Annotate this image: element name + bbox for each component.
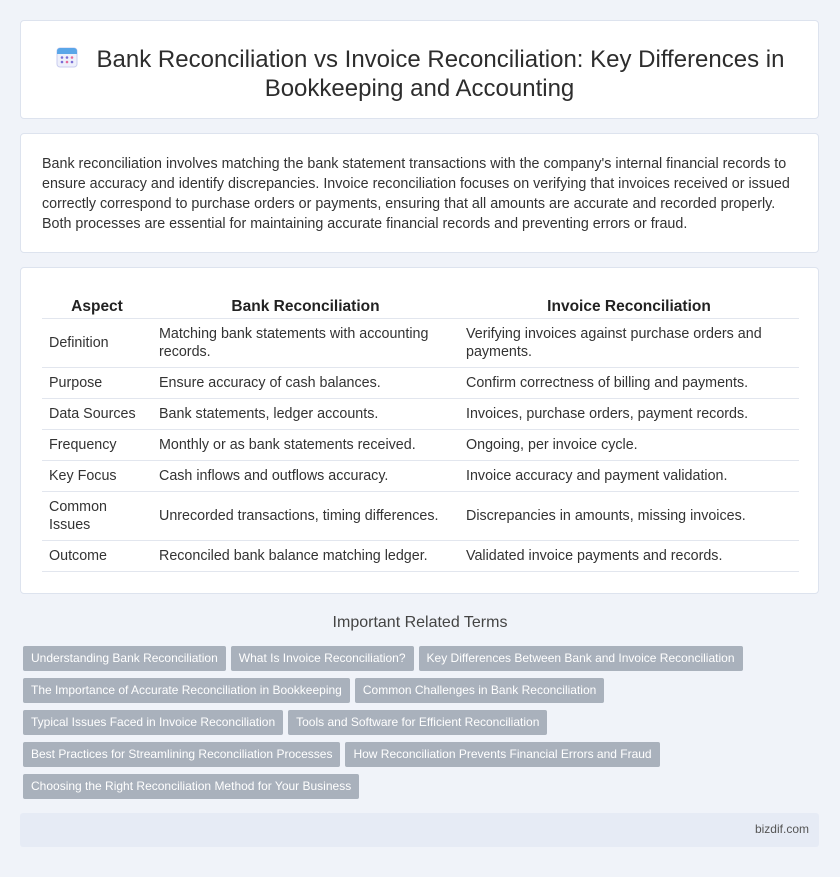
table-row bbox=[42, 319, 799, 368]
row-bank: Cash inflows and outflows accuracy. bbox=[152, 461, 459, 492]
row-bank: Matching bank statements with accounting records. bbox=[152, 319, 459, 368]
row-invoice: Confirm correctness of billing and payments. bbox=[459, 368, 799, 399]
intro-paragraph: Bank reconciliation involves matching the bank statement transactions with the company's internal financial records to ensure accuracy and identify discrepancies. Invoice reconciliation focuses on verifying that invoices received or issued correctly correspond to purchase orders or payments, ensuring that all amounts are accurate and recorded properly. Both processes are essential for maintaining accurate financial records and preventing errors or fraud. bbox=[42, 156, 790, 232]
header-invoice-reconciliation: Invoice Reconciliation bbox=[459, 295, 799, 319]
comparison-table bbox=[42, 295, 799, 572]
table-row bbox=[42, 368, 799, 399]
table-row bbox=[42, 492, 799, 541]
related-tag[interactable]: Best Practices for Streamlining Reconciliation Processes bbox=[23, 742, 340, 767]
table-row bbox=[42, 399, 799, 430]
related-tag[interactable]: Understanding Bank Reconciliation bbox=[23, 646, 226, 671]
table-header-row bbox=[42, 295, 799, 319]
calendar-grid-icon bbox=[55, 45, 79, 69]
related-tag[interactable]: Key Differences Between Bank and Invoice Reconciliation bbox=[419, 646, 743, 671]
row-bank: Monthly or as bank statements received. bbox=[152, 430, 459, 461]
related-tag[interactable]: Typical Issues Faced in Invoice Reconciliation bbox=[23, 710, 283, 735]
related-tag[interactable]: Tools and Software for Efficient Reconciliation bbox=[288, 710, 547, 735]
related-tag[interactable]: How Reconciliation Prevents Financial Errors and Fraud bbox=[345, 742, 659, 767]
related-tag[interactable]: What Is Invoice Reconciliation? bbox=[231, 646, 414, 671]
related-tag[interactable]: Choosing the Right Reconciliation Method for Your Business bbox=[23, 774, 359, 799]
related-tag[interactable]: The Importance of Accurate Reconciliation in Bookkeeping bbox=[23, 678, 350, 703]
row-aspect: Purpose bbox=[42, 368, 152, 399]
table-row bbox=[42, 430, 799, 461]
row-invoice: Verifying invoices against purchase orders and payments. bbox=[459, 319, 799, 368]
row-invoice: Validated invoice payments and records. bbox=[459, 541, 799, 572]
intro-card bbox=[20, 133, 819, 253]
row-aspect: Frequency bbox=[42, 430, 152, 461]
comparison-card bbox=[20, 267, 819, 594]
header-aspect: Aspect bbox=[42, 295, 152, 319]
page-title: Bank Reconciliation vs Invoice Reconciliation: Key Differences in Bookkeeping and Accounting bbox=[96, 46, 785, 102]
footer-bar bbox=[20, 813, 819, 847]
row-invoice: Ongoing, per invoice cycle. bbox=[459, 430, 799, 461]
row-invoice: Invoice accuracy and payment validation. bbox=[459, 461, 799, 492]
row-aspect: Outcome bbox=[42, 541, 152, 572]
related-terms-heading: Important Related Terms bbox=[332, 614, 508, 631]
table-row bbox=[42, 541, 799, 572]
footer-site-link[interactable]: bizdif.com bbox=[754, 822, 809, 836]
row-aspect: Data Sources bbox=[42, 399, 152, 430]
header-bank-reconciliation: Bank Reconciliation bbox=[152, 295, 459, 319]
table-row bbox=[42, 461, 799, 492]
related-tag[interactable]: Common Challenges in Bank Reconciliation bbox=[355, 678, 604, 703]
row-aspect: Key Focus bbox=[42, 461, 152, 492]
row-invoice: Discrepancies in amounts, missing invoices. bbox=[459, 492, 799, 541]
row-bank: Bank statements, ledger accounts. bbox=[152, 399, 459, 430]
row-invoice: Invoices, purchase orders, payment records. bbox=[459, 399, 799, 430]
row-aspect: Common Issues bbox=[42, 492, 152, 541]
page-title-wrap bbox=[21, 45, 818, 103]
row-bank: Ensure accuracy of cash balances. bbox=[152, 368, 459, 399]
row-bank: Reconciled bank balance matching ledger. bbox=[152, 541, 459, 572]
row-bank: Unrecorded transactions, timing differences. bbox=[152, 492, 459, 541]
row-aspect: Definition bbox=[42, 319, 152, 368]
title-card bbox=[20, 20, 819, 119]
related-terms-list bbox=[23, 646, 823, 806]
